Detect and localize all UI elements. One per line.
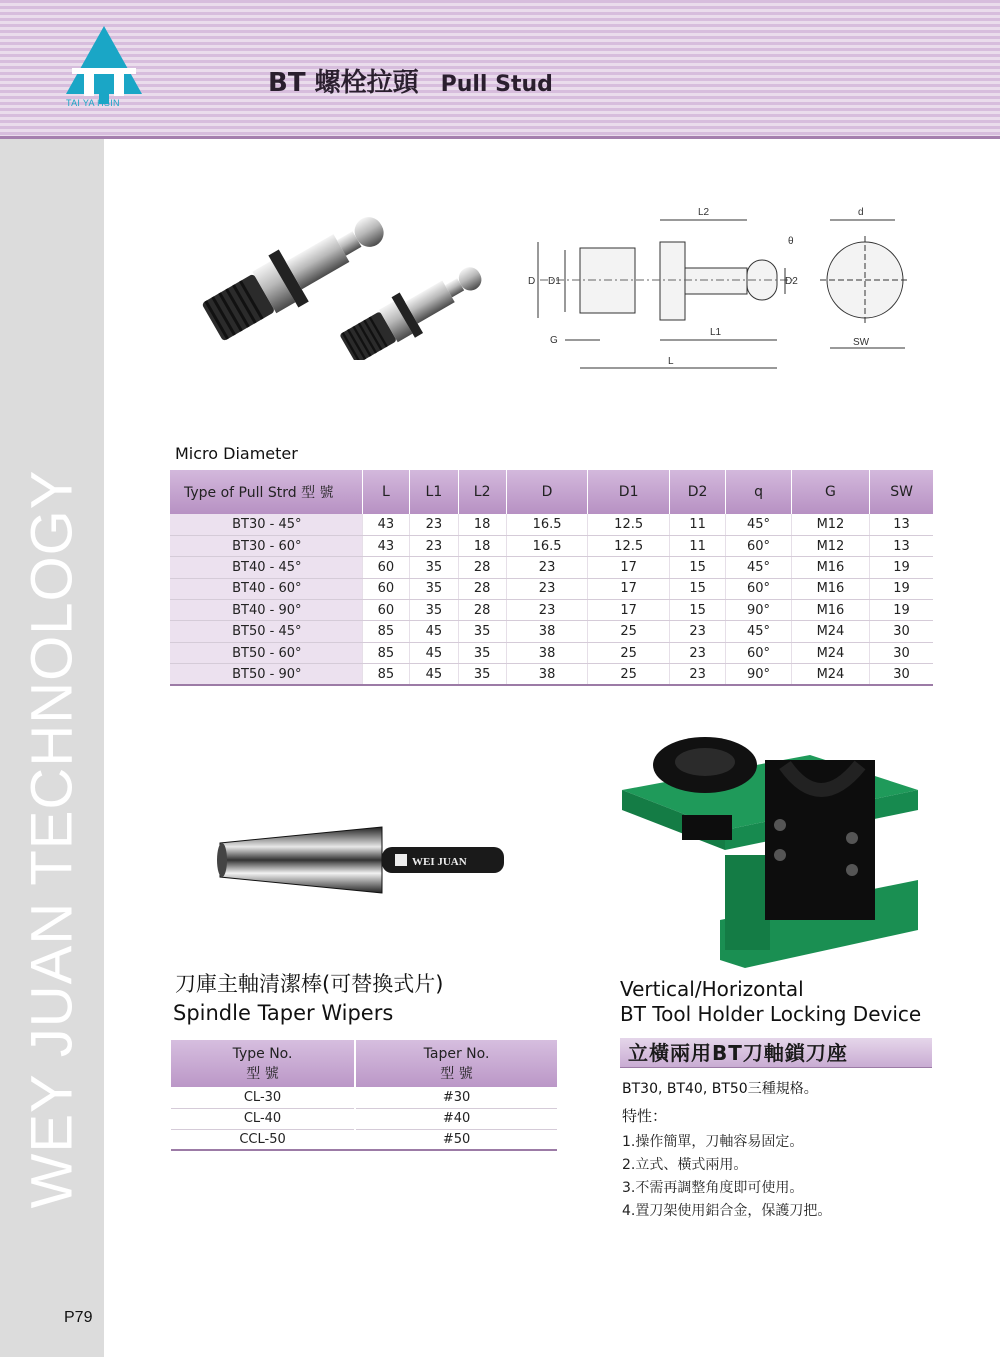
wiper-title-en: Spindle Taper Wipers [173,1001,394,1025]
cell: CL-30 [171,1087,355,1108]
table-row [170,600,933,621]
list-item: 3.不需再調整角度即可使用。 [622,1180,804,1196]
cell: 23 [410,514,458,535]
drawing-label-d: d [858,207,864,218]
header-cn: 型 號 [246,1065,279,1082]
cell: 38 [506,642,588,663]
cell: BT40 - 90° [170,600,362,621]
table-row [170,514,933,535]
table-row [170,664,933,685]
cell: 23 [669,664,725,685]
column-header: D1 [588,470,670,514]
cell: 12.5 [588,535,670,556]
drawing-label-d1: D1 [548,276,561,287]
cell: #40 [355,1108,557,1129]
cell: 30 [870,621,933,642]
table-row [171,1129,557,1150]
cell: 18 [458,535,506,556]
cell: 15 [669,600,725,621]
column-header: D2 [669,470,725,514]
cell: 30 [870,642,933,663]
cell: 60 [362,557,410,578]
drawing-label-d2: D2 [785,276,798,287]
cell: #30 [355,1087,557,1108]
drawing-label-theta: θ [788,236,794,247]
cell: 85 [362,621,410,642]
table-row [171,1087,557,1108]
cell: 35 [410,600,458,621]
table-row [170,535,933,556]
cell: 35 [458,664,506,685]
column-header: G [791,470,869,514]
holder-title-cn: 立橫兩用BT刀軸鎖刀座 [620,1038,932,1068]
page-title-en: Pull Stud [440,72,553,97]
logo-text: TAI YA HSIN [66,98,120,108]
cell: CCL-50 [171,1129,355,1150]
table-row [170,621,933,642]
cell: M24 [791,642,869,663]
cell: 30 [870,664,933,685]
cell: M12 [791,514,869,535]
cell: 45° [726,557,792,578]
cell: 17 [588,578,670,599]
cell: 45° [726,621,792,642]
cell: 28 [458,557,506,578]
header-cn: 型 號 [440,1065,473,1082]
wiper-spec-table [171,1040,557,1151]
cell: 19 [870,600,933,621]
cell: 15 [669,557,725,578]
column-header: q [726,470,792,514]
table-row [171,1108,557,1129]
cell: 16.5 [506,535,588,556]
cell: 23 [669,621,725,642]
cell: 16.5 [506,514,588,535]
cell: 18 [458,514,506,535]
cell: 43 [362,514,410,535]
cell: 45 [410,642,458,663]
cell: 35 [458,621,506,642]
column-header: L1 [410,470,458,514]
cell: BT50 - 45° [170,621,362,642]
cell: M24 [791,664,869,685]
column-header: D [506,470,588,514]
cell: 17 [588,600,670,621]
cell: 60° [726,578,792,599]
cell: 60 [362,600,410,621]
cell: 60° [726,642,792,663]
cell: 35 [410,578,458,599]
cell: BT30 - 60° [170,535,362,556]
column-header: Type of Pull Strd 型 號 [170,470,362,514]
drawing-label-g: G [550,335,558,346]
column-header: SW [870,470,933,514]
sidebar [0,139,104,1357]
cell: BT30 - 45° [170,514,362,535]
cell: 60 [362,578,410,599]
cell: CL-40 [171,1108,355,1129]
section-micro-diameter: Micro Diameter [175,444,298,463]
cell: 25 [588,664,670,685]
cell: 13 [870,514,933,535]
holder-title-en-line1: Vertical/Horizontal [620,977,804,1001]
cell: M16 [791,557,869,578]
cell: 15 [669,578,725,599]
cell: 28 [458,578,506,599]
cell: 11 [669,535,725,556]
drawing-label-big-d: D [528,276,536,287]
header-divider [0,136,1000,139]
cell: 25 [588,642,670,663]
cell: 38 [506,621,588,642]
page-title-cn: BT 螺栓拉頭 [268,68,419,98]
column-header: L2 [458,470,506,514]
holder-features-list [622,1131,831,1223]
pull-stud-spec-table [170,470,933,686]
cell: 45 [410,621,458,642]
column-header [171,1040,355,1087]
pull-stud-photo [200,210,500,360]
cell: 28 [458,600,506,621]
cell: 90° [726,664,792,685]
cell: 45° [726,514,792,535]
holder-title-en-line2: BT Tool Holder Locking Device [620,1002,922,1026]
cell: 19 [870,578,933,599]
sidebar-brand-text: WEY JUAN TECHNOLOGY [19,469,85,1209]
cell: 23 [506,600,588,621]
cell: M12 [791,535,869,556]
cell: M24 [791,621,869,642]
cell: 38 [506,664,588,685]
cell: 60° [726,535,792,556]
holder-features-title: 特性： [622,1107,668,1125]
drawing-label-sw: SW [853,337,870,348]
drawing-label-l: L [668,356,674,367]
list-item: 2.立式、橫式兩用。 [622,1157,748,1173]
cell: 13 [870,535,933,556]
locking-device-photo [620,720,920,970]
holder-spec-text: BT30, BT40, BT50三種規格。 [622,1081,818,1097]
cell: 85 [362,664,410,685]
cell: 35 [458,642,506,663]
drawing-label-l2: L2 [698,207,710,218]
cell: 11 [669,514,725,535]
pull-stud-drawing [520,200,920,380]
cell: BT40 - 45° [170,557,362,578]
page-title [268,62,553,99]
wiper-brand-label: WEI JUAN [412,856,467,868]
header-en: Type No. [232,1045,293,1062]
column-header [355,1040,557,1087]
cell: BT40 - 60° [170,578,362,599]
cell: 23 [506,578,588,599]
cell: BT50 - 90° [170,664,362,685]
cell: BT50 - 60° [170,642,362,663]
cell: 35 [410,557,458,578]
cell: 23 [410,535,458,556]
cell: 19 [870,557,933,578]
cell: 23 [506,557,588,578]
list-item: 1.操作簡單，刀軸容易固定。 [622,1134,804,1150]
table-header-row [170,470,933,514]
cell: 90° [726,600,792,621]
cell: 43 [362,535,410,556]
table-row [170,578,933,599]
table-header-row [171,1040,557,1087]
table-row [170,557,933,578]
page-number: P79 [64,1309,93,1326]
cell: M16 [791,578,869,599]
cell: 23 [669,642,725,663]
cell: M16 [791,600,869,621]
header-en: Taper No. [423,1045,490,1062]
cell: 85 [362,642,410,663]
wiper-title-cn: 刀庫主軸清潔棒(可替換式片) [175,972,444,996]
cell: 17 [588,557,670,578]
company-logo [64,26,144,108]
list-item: 4.置刀架使用鋁合金，保護刀把。 [622,1203,832,1219]
drawing-label-l1: L1 [710,327,722,338]
taper-wiper-photo [212,825,512,895]
cell: 12.5 [588,514,670,535]
table-row [170,642,933,663]
cell: #50 [355,1129,557,1150]
cell: 45 [410,664,458,685]
column-header: L [362,470,410,514]
cell: 25 [588,621,670,642]
